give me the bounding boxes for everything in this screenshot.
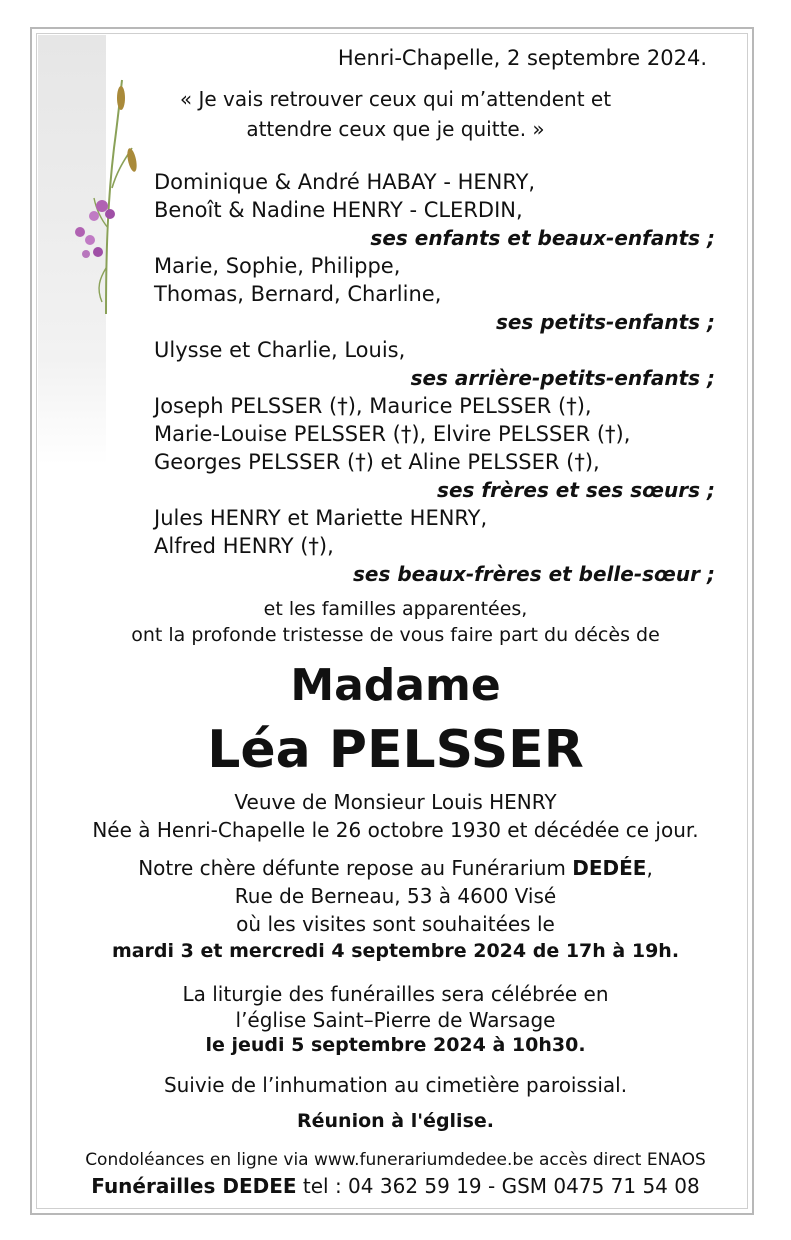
liturgy-line-2: l’église Saint–Pierre de Warsage (235, 1008, 556, 1032)
quote-line-1: « Je vais retrouver ceux qui m’attendent et (179, 87, 612, 111)
place-date: Henri-Chapelle, 2 septembre 2024. (337, 46, 707, 70)
widow-line: Veuve de Monsieur Louis HENRY (234, 790, 557, 814)
funeral-home: Funérailles DEDEE (91, 1174, 297, 1198)
deceased-title: Madame (290, 660, 501, 711)
family-names: Dominique & André HABAY - HENRY, (154, 170, 536, 194)
announce-line-2: ont la profonde tristesse de vous faire part du décès de (131, 624, 660, 646)
burial-line: Suivie de l’inhumation au cimetière paroissial. (163, 1073, 628, 1097)
repose-prefix: Notre chère défunte repose au Funérarium (138, 856, 573, 880)
address-line: Rue de Berneau, 53 à 4600 Visé (234, 884, 557, 908)
family-names: Joseph PELSSER (†), Maurice PELSSER (†), (154, 394, 592, 418)
contact-line (0, 1174, 791, 1198)
announce-line-1: et les familles apparentées, (263, 598, 528, 620)
relationship-label: ses petits-enfants ; (495, 310, 715, 334)
repose-suffix: , (646, 856, 653, 880)
family-names: Alfred HENRY (†), (154, 534, 334, 558)
quote-line-2: attendre ceux que je quitte. » (246, 117, 545, 141)
relationship-label: ses enfants et beaux-enfants ; (370, 226, 715, 250)
relationship-label: ses frères et ses sœurs ; (437, 478, 715, 502)
family-names: Jules HENRY et Mariette HENRY, (154, 506, 488, 530)
family-names: Ulysse et Charlie, Louis, (154, 338, 406, 362)
condolences-line: Condoléances en ligne via www.funerariumdedee.be accès direct ENAOS (85, 1150, 706, 1170)
repose-name: DEDÉE (572, 856, 647, 880)
repose-line (0, 856, 791, 880)
visits-line: où les visites sont souhaitées le (236, 912, 555, 936)
phone-numbers: tel : 04 362 59 19 - GSM 0475 71 54 08 (296, 1174, 700, 1198)
family-names: Benoît & Nadine HENRY - CLERDIN, (154, 198, 523, 222)
visit-dates: mardi 3 et mercredi 4 septembre 2024 de 17h à 19h. (111, 940, 680, 962)
family-names: Georges PELSSER (†) et Aline PELSSER (†), (154, 450, 600, 474)
liturgy-date: le jeudi 5 septembre 2024 à 10h30. (205, 1034, 586, 1056)
relationship-label: ses arrière-petits-enfants ; (410, 366, 715, 390)
family-names: Marie-Louise PELSSER (†), Elvire PELSSER (†), (154, 422, 631, 446)
liturgy-line-1: La liturgie des funérailles sera célébrée en (182, 982, 609, 1006)
born-line: Née à Henri-Chapelle le 26 octobre 1930 et décédée ce jour. (92, 818, 699, 842)
family-names: Marie, Sophie, Philippe, (154, 254, 401, 278)
relationship-label: ses beaux-frères et belle-sœur ; (353, 562, 715, 586)
deceased-name: Léa PELSSER (207, 720, 584, 780)
violet-flower-icon (66, 78, 146, 318)
meeting-line: Réunion à l'église. (297, 1110, 494, 1132)
family-names: Thomas, Bernard, Charline, (154, 282, 442, 306)
